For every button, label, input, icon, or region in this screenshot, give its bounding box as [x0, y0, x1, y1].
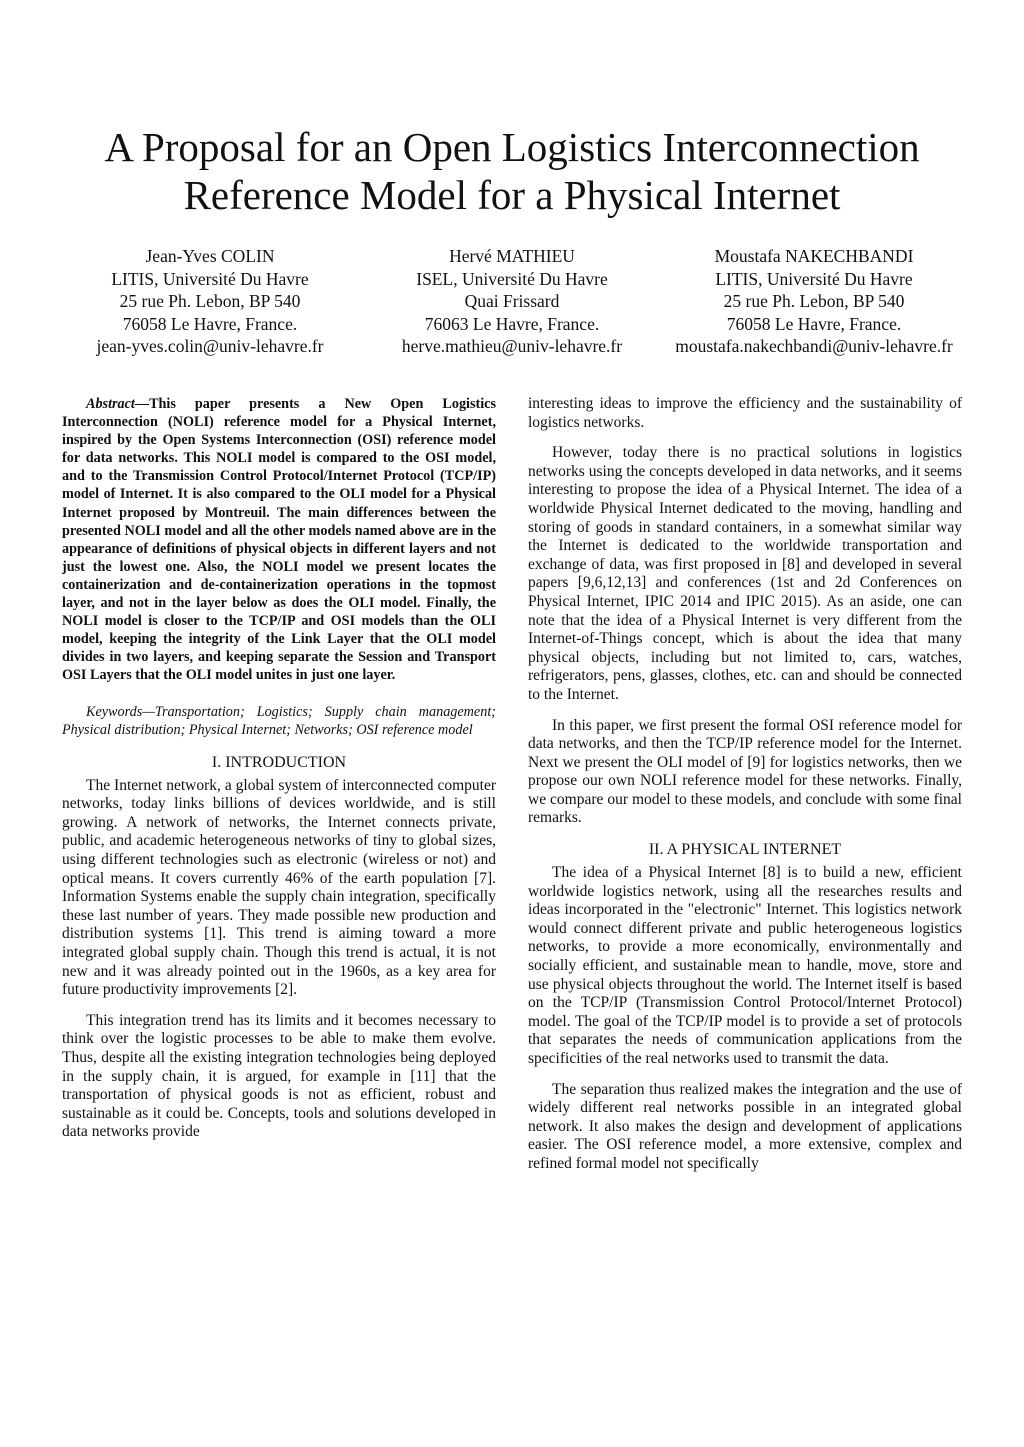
abstract-text: —This paper presents a New Open Logistics Interconnection (NOLI) reference model for a Physical Internet, inspired by the Open Systems Interconnection (OSI) reference model for data networks. This NOLI model is compared to the OSI model, and to the Transmission Control Protocol/Internet Protocol (TCP/IP) model of Internet. It is also compared to the OLI model for a Physical Internet proposed by Montreuil. The main differences between the presented NOLI model and all the other models named above are in the appearance of definitions of physical objects in different layers and not just the lowest one. Also, the NOLI model we present locates the containerization and de-containerization operations in the topmost layer, and not in the layer below as does the OLI model. Finally, the NOLI model is closer to the TCP/IP and OSI models than the OLI model, keeping the integrity of the Link Layer that the OLI model divides in two layers, and keeping separate the Session and Transport OSI Layers that the OLI model unites in just one layer.: [62, 396, 496, 684]
author-address: Quai Frissard: [464, 291, 560, 311]
paper-title-line-1: A Proposal for an Open Logistics Interconnection: [104, 124, 920, 171]
right-column: [528, 395, 962, 1186]
author-3: [664, 245, 964, 358]
author-1: [60, 245, 360, 358]
author-2: [362, 245, 662, 358]
physical-internet-paragraph-1: The idea of a Physical Internet [8] is to build a new, efficient worldwide logistics network, using all the researches results and ideas incorporated in the "electronic" Internet. This logistics network would connect different private and public heterogeneous logistics networks, to provide a more economically, environmentally and socially efficient, and sustainable mean to handle, move, store and use physical objects throughout the world. The Internet itself is based on the TCP/IP (Transmission Control Protocol/Internet Protocol) model. The goal of the TCP/IP model is to provide a set of protocols that separates the needs of communication applications from the specificities of the real networks used to transmit the data.: [528, 864, 962, 1067]
left-column: [62, 395, 496, 1154]
author-address: 25 rue Ph. Lebon, BP 540: [723, 291, 905, 311]
intro-paragraph-4: In this paper, we first present the formal OSI reference model for data networks, and then the TCP/IP reference model for the Internet. Next we present the OLI model of [9] for logistics networks, then we propose our own NOLI reference model for these networks. Finally, we compare our model to these models, and conclude with some final remarks.: [528, 716, 962, 827]
author-name: Hervé MATHIEU: [449, 246, 575, 266]
section-heading-physical-internet: II. A PHYSICAL INTERNET: [648, 841, 842, 859]
author-email: moustafa.nakechbandi@univ-lehavre.fr: [675, 336, 953, 356]
intro-paragraph-2: This integration trend has its limits and it becomes necessary to think over the logistic processes to be able to make them evolve. Thus, despite all the existing integration technologies being deployed in the supply chain, it is argued, for example in [11] that the transportation of physical goods is not as efficient, robust and sustainable as it could be. Concepts, tools and solutions developed in data networks provide: [62, 1011, 496, 1141]
intro-paragraph-1: The Internet network, a global system of interconnected computer networks, today links billions of devices worldwide, and is still growing. A network of networks, the Internet connects private, public, and academic heterogeneous networks of tiny to global sizes, using different technologies such as electronic (wireless or not) and optical means. It covers currently 46% of the earth population [7]. Information Systems enable the supply chain integration, specifically these last number of years. They made possible new production and distribution systems [1]. This trend is aiming toward a more integrated global supply chain. Though this trend is actual, it is not new and it was already pointed out in the 1960s, as a key area for future productivity improvements [2].: [62, 776, 496, 999]
author-affiliation: ISEL, Université Du Havre: [416, 268, 608, 289]
author-affiliation: LITIS, Université Du Havre: [111, 268, 309, 289]
keywords: Keywords—Transportation; Logistics; Supply chain management; Physical distribution; Physical Internet; Networks; OSI reference model: [62, 703, 496, 738]
intro-paragraph-2-continued: interesting ideas to improve the efficiency and the sustainability of logistics networks.: [528, 395, 962, 431]
paper-title-line-2: Reference Model for a Physical Internet: [183, 172, 841, 219]
abstract: [62, 395, 496, 685]
intro-paragraph-3: However, today there is no practical solutions in logistics networks using the concepts developed in data networks, and it seems interesting to propose the idea of a Physical Internet. The idea of a worldwide Physical Internet dedicated to the moving, handling and storing of goods in standard containers, in a somewhat similar way the Internet is dedicated to the worldwide transportation and exchange of data, was first proposed in [8] and developed in several papers [9,6,12,13] and conferences (1st and 2d Conferences on Physical Internet, IPIC 2014 and IPIC 2015). As an aside, one can note that the idea of a Physical Internet is very different from the Internet-of-Things concept, which is about the idea that many physical objects, including but not limited to, cars, watches, refrigerators, pens, glasses, clothes, etc. can and should be connected to the Internet.: [528, 444, 962, 703]
physical-internet-paragraph-2: The separation thus realized makes the integration and the use of widely different real networks possible in an integrated global network. It also makes the design and development of applications easier. The OSI reference model, a more extensive, complex and refined formal model not specifically: [528, 1080, 962, 1172]
author-address: 25 rue Ph. Lebon, BP 540: [119, 291, 301, 311]
author-city: 76058 Le Havre, France.: [122, 313, 298, 334]
author-email: jean-yves.colin@univ-lehavre.fr: [96, 336, 324, 356]
author-block: [60, 245, 964, 358]
author-city: 76063 Le Havre, France.: [424, 313, 600, 334]
author-email: herve.mathieu@univ-lehavre.fr: [401, 336, 623, 356]
author-name: Jean-Yves COLIN: [145, 246, 275, 266]
abstract-lead: Abstract: [86, 396, 135, 412]
author-affiliation: LITIS, Université Du Havre: [715, 268, 913, 289]
author-name: Moustafa NAKECHBANDI: [714, 246, 914, 266]
paper-title: [60, 123, 964, 219]
section-heading-introduction: I. INTRODUCTION: [211, 753, 347, 771]
author-city: 76058 Le Havre, France.: [726, 313, 902, 334]
